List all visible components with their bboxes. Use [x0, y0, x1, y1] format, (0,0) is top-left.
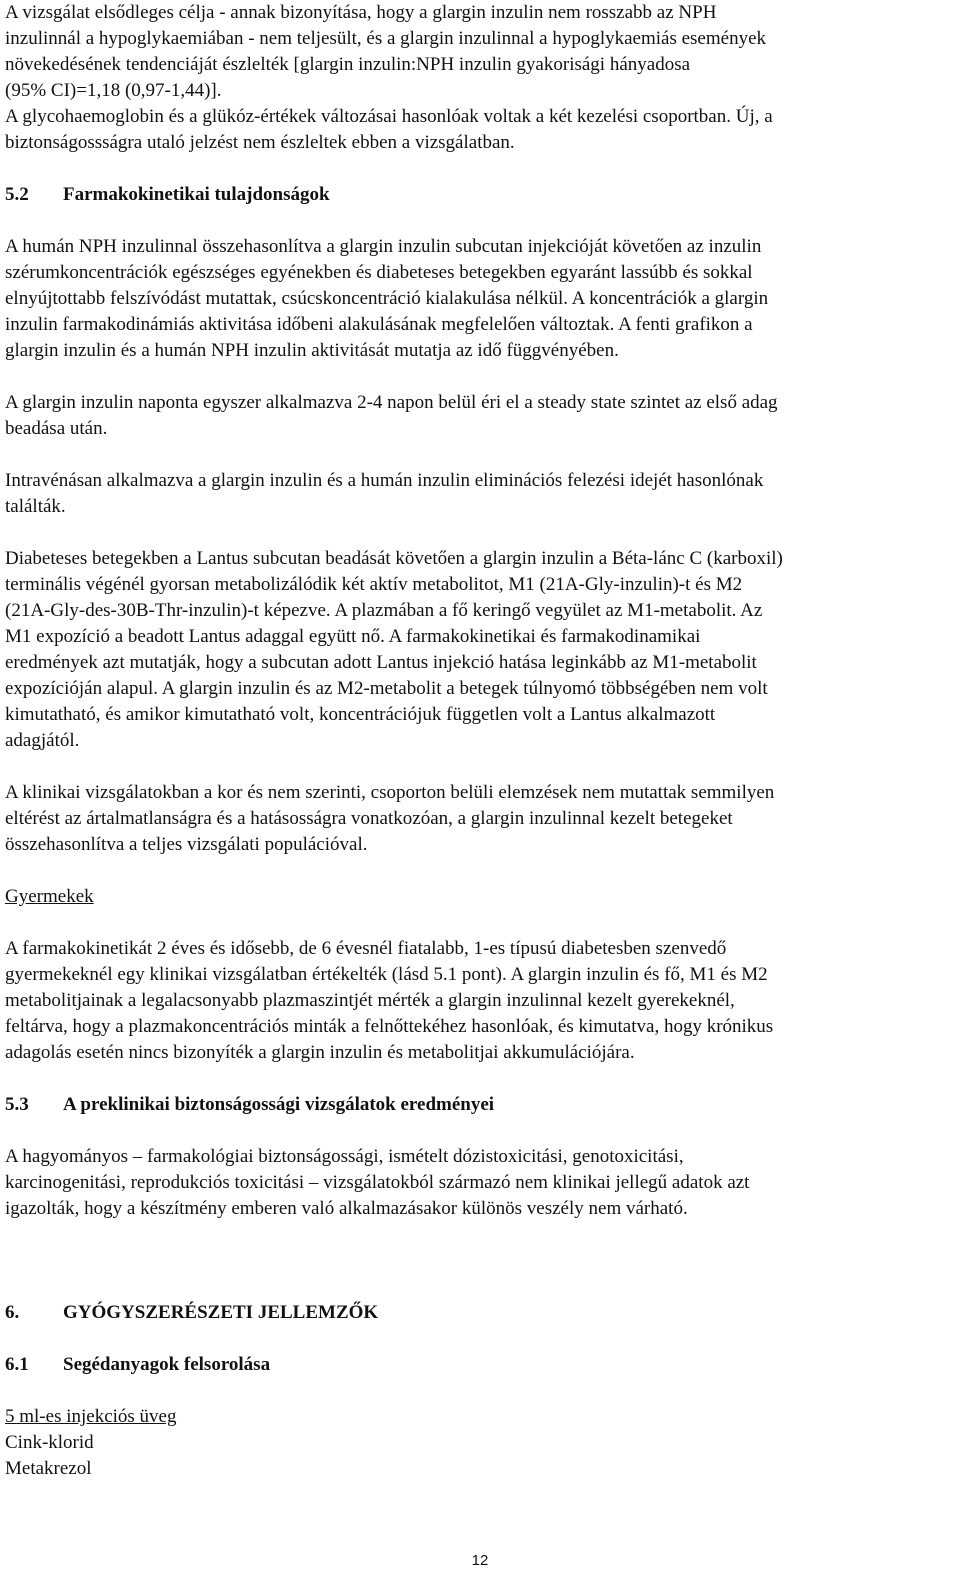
list-item: Cink-klorid [5, 1432, 94, 1453]
document-page [5, 0, 955, 1482]
pk-paragraph-2: A glargin inzulin naponta egyszer alkalmazva 2-4 napon belül éri el a steady state szintet az első adag beadása után. [5, 392, 778, 439]
pk-paragraph-4: Diabeteses betegekben a Lantus subcutan beadását követően a glargin inzulin a Béta-lánc C (karboxil) terminális végénél gyorsan metabolizálódik két aktív metabolitot, M1 (21A-Gly-inzulin)-t és M2 (21A-Gly-des-30B-Thr-inzulin)-t képezve. A plazmában a fő keringő vegyület az M1-metabolit. Az M1 expozíció a beadott Lantus adaggal együtt nő. A farmakokinetikai és farmakodinamikai eredmények azt mutatják, hogy a subcutan adott Lantus injekció hatása leginkább az M1-metabolit expozícióján alapul. A glargin inzulin és az M2-metabolit a betegek túlnyomó többségében nem volt kimutatható, és amikor kimutatható volt, koncentrációjuk független volt a Lantus alkalmazott adagjától. [5, 548, 783, 751]
section-6-number: 6. [5, 1302, 20, 1323]
pk-paragraph-1: A humán NPH inzulinnal összehasonlítva a glargin inzulin subcutan injekcióját követően az inzulin szérumkoncentrációk egészséges egyénekben és diabeteses betegekben egyaránt lassúbb és sokkal elnyújtottabb felszívódást mutattak, csúcskoncentráció kialakulása nélkül. A koncentrációk a glargin inzulin farmakodinámiás aktivitása időbeni alakulásának megfelelően változtak. A fenti grafikon a glargin inzulin és a humán NPH inzulin aktivitását mutatja az idő függvényében. [5, 236, 769, 361]
intro-paragraph-2: A glycohaemoglobin és a glükóz-értékek változásai hasonlóak voltak a két kezelési csoportban. Új, a biztonságossságra utaló jelzést nem észleltek ebben a vizsgálatban. [5, 106, 773, 153]
section-6-title: GYÓGYSZERÉSZETI JELLEMZŐK [63, 1302, 379, 1323]
section-5-2-heading [5, 182, 955, 208]
excipients-list [5, 1404, 955, 1482]
section-6-1-heading [5, 1352, 955, 1378]
pk-paragraph-3: Intravénásan alkalmazva a glargin inzulin és a humán inzulin eliminációs felezési idejét hasonlónak találták. [5, 470, 764, 517]
intro-paragraph-1: A vizsgálat elsődleges célja - annak bizonyítása, hogy a glargin inzulin nem rosszabb az NPH inzulinnál a hypoglykaemiában - nem teljesült, és a glargin inzulinnal a hypoglykaemiás események növekedésének tendenciáját észlelték [glargin inzulin:NPH inzulin gyakorisági hányadosa (95% CI)=1,18 (0,97-1,44)]. [5, 2, 767, 101]
section-5-2-number: 5.2 [5, 184, 29, 205]
page-number: 12 [471, 1552, 489, 1569]
section-6-heading [5, 1300, 955, 1326]
section-5-3-title: A preklinikai biztonságossági vizsgálatok eredményei [63, 1094, 495, 1115]
section-6-1-title: Segédanyagok felsorolása [63, 1354, 271, 1375]
children-paragraph: A farmakokinetikát 2 éves és idősebb, de 6 évesnél fiatalabb, 1-es típusú diabetesben szenvedő gyermekeknél egy klinikai vizsgálatban értékelték (lásd 5.1 pont). A glargin inzulin és fő, M1 és M2 metabolitjainak a legalacsonyabb plazmaszintjét mérték a glargin inzulinnal kezelt gyerekeknél, feltárva, hogy a plazmakoncentrációs minták a felnőttekéhez hasonlóak, és kimutatva, hogy krónikus adagolás esetén nincs bizonyíték a glargin inzulin és metabolitjai akkumulációjára. [5, 938, 774, 1063]
list-item: Metakrezol [5, 1458, 92, 1479]
excipients-list-heading: 5 ml-es injekciós üveg [5, 1406, 177, 1427]
preclinical-paragraph: A hagyományos – farmakológiai biztonságossági, ismételt dózistoxicitási, genotoxicitási, karcinogenitási, reprodukciós toxicitási – vizsgálatokból származó nem klinikai jellegű adatok azt igazolták, hogy a készítmény emberen való alkalmazásakor különös veszély nem várható. [5, 1146, 750, 1219]
section-5-2-title: Farmakokinetikai tulajdonságok [63, 184, 330, 205]
pk-paragraph-5: A klinikai vizsgálatokban a kor és nem szerinti, csoporton belüli elemzések nem mutattak semmilyen eltérést az ártalmatlanságra és a hatásosságra vonatkozóan, a glargin inzulinnal kezelt betegeket összehasonlítva a teljes vizsgálati populációval. [5, 782, 775, 855]
section-5-3-number: 5.3 [5, 1094, 29, 1115]
section-5-3-heading [5, 1092, 955, 1118]
children-subheading: Gyermekek [5, 886, 94, 907]
section-6-1-number: 6.1 [5, 1354, 29, 1375]
